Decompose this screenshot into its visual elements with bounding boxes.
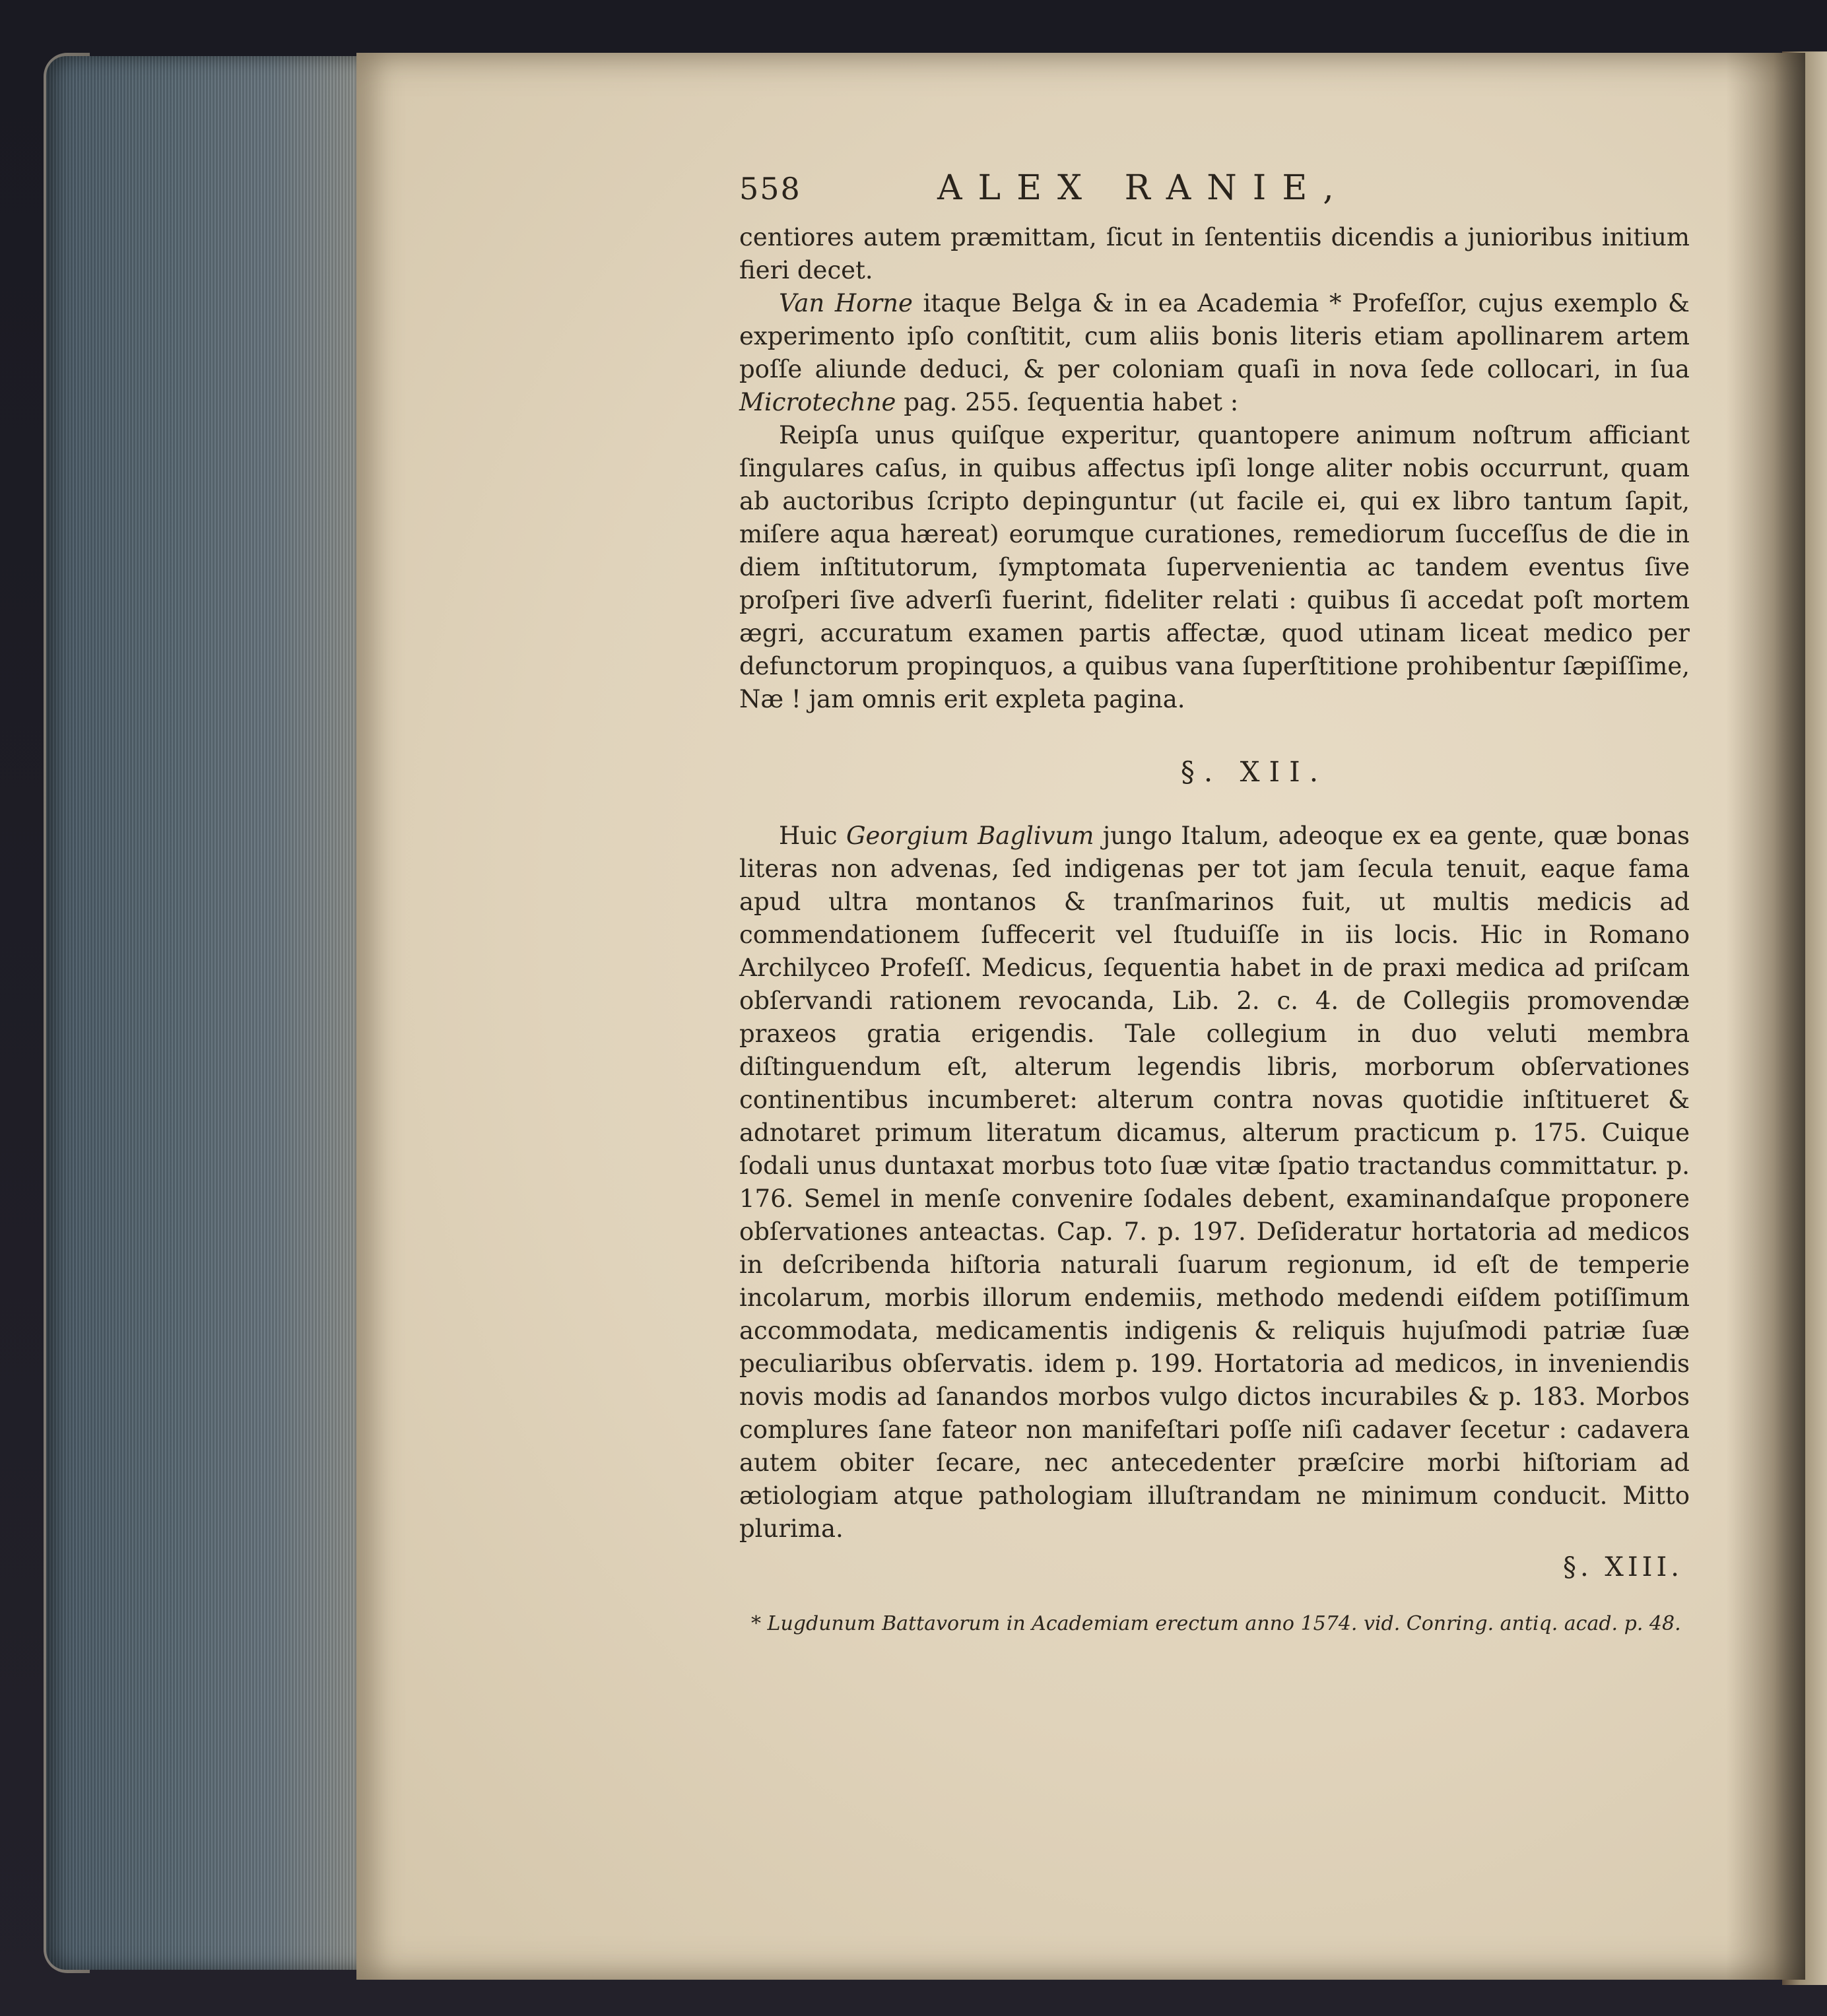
- footnote: * Lugdunum Battavorum in Academiam erectum anno 1574. vid. Conring. antiq. acad. p. 48.: [751, 1612, 1681, 1635]
- van-horne-text-b: pag. 255. ſequentia habet :: [896, 388, 1239, 416]
- section-heading-xii: §. XII.: [1180, 756, 1328, 788]
- opening-paragraph: centiores autem præmittam, ſicut in ſententiis dicendis a junioribus initium fieri decet.: [739, 223, 1690, 284]
- author-name-baglivi: Georgium Baglivum: [846, 822, 1094, 850]
- author-name-van-horne: Van Horne: [779, 289, 913, 317]
- page-number: 558: [739, 171, 801, 207]
- baglivi-paragraph: [739, 820, 1690, 1545]
- running-head: [739, 168, 1690, 221]
- reipsa-paragraph: Reipſa unus quiſque experitur, quantopere animum noſtrum afficiant ſingulares caſus, in quibus affectus ipſi longe aliter nobis occurrunt, quam ab auctoribus ſcripto depinguntur (ut facile ei, qui ex libro tantum ſapit, miſere aqua hæreat) eorumque curationes, remediorum ſucceſſus de die in diem inſtitutorum, ſymptomata ſupervenientia ac tandem eventus ſive proſperi ſive adverſi fuerint, fideliter relati : quibus ſi accedat poſt mortem ægri, accuratum examen partis affectæ, quod utinam liceat medico per defunctorum propinquos, a quibus vana ſuperſtitione prohibentur ſæpiſſime, Næ ! jam omnis erit expleta pagina.: [739, 421, 1690, 713]
- van-horne-text-a: itaque Belga & in ea Academia * Profeſſor, cujus exemplo & experimento ipſo conſtitit, cum aliis bonis literis etiam apollinarem artem poſſe aliunde deduci, & per coloniam quaſi in nova ſede collocari, in ſua: [739, 289, 1690, 383]
- page-gutter-shadow: [1726, 53, 1805, 1980]
- running-title: ALEX RANIE,: [937, 168, 1350, 208]
- catchword-section-xiii: §. XIII.: [1562, 1552, 1683, 1582]
- book-fore-edge: [46, 56, 370, 1970]
- work-title-microtechne: Microtechne: [739, 388, 896, 416]
- baglivi-text-b: jungo Italum, adeoque ex ea gente, quæ bonas literas non advenas, ſed indigenas per tot jam ſecula tenuit, eaque fama apud ultra montanos & tranſmarinos fuit, ut multis medicis ad commendationem ſuffecerit vel ſtuduiſſe in iis locis. Hic in Romano Archilyceo Profeſſ. Medicus, ſequentia habet in de praxi medica ad priſcam obſervandi rationem revocanda, Lib. 2. c. 4. de Collegiis promovendæ praxeos gratia erigendis. Tale collegium in duo veluti membra diſtinguendum eſt, alterum legendis libris, morborum obſervationes continentibus incumberet: alterum contra novas quotidie inſtitueret & adnotaret primum literatum dicamus, alterum practicum p. 175. Cuique ſodali unus duntaxat morbus toto ſuæ vitæ ſpatio tractandus committatur. p. 176. Semel in menſe convenire ſodales debent, examinandaſque proponere obſervationes anteactas. Cap. 7. p. 197. Deſideratur hortatoria ad medicos in deſcribenda hiſtoria naturali ſuarum regionum, id eſt de temperie incolarum, morbis illorum endemiis, methodo medendi eiſdem potiſſimum accommodata, medicamentis indigenis & reliquis hujuſmodi patriæ ſuæ peculiaribus obſervatis. idem p. 199. Hortatoria ad medicos, in inveniendis novis modis ad ſanandos morbos vulgo dictos incurabiles & p. 183. Morbos complures ſane fateor non manifeſtari poſſe niſi cadaver ſecetur : cadavera autem obiter ſecare, nec antecedenter præſcire morbi hiſtoriam ad ætiologiam atque pathologiam illuſtrandam ne minimum conducit. Mitto plurima.: [739, 822, 1690, 1543]
- baglivi-text-a: Huic: [779, 822, 846, 850]
- text-block: [739, 168, 1690, 1659]
- van-horne-paragraph: [739, 287, 1690, 419]
